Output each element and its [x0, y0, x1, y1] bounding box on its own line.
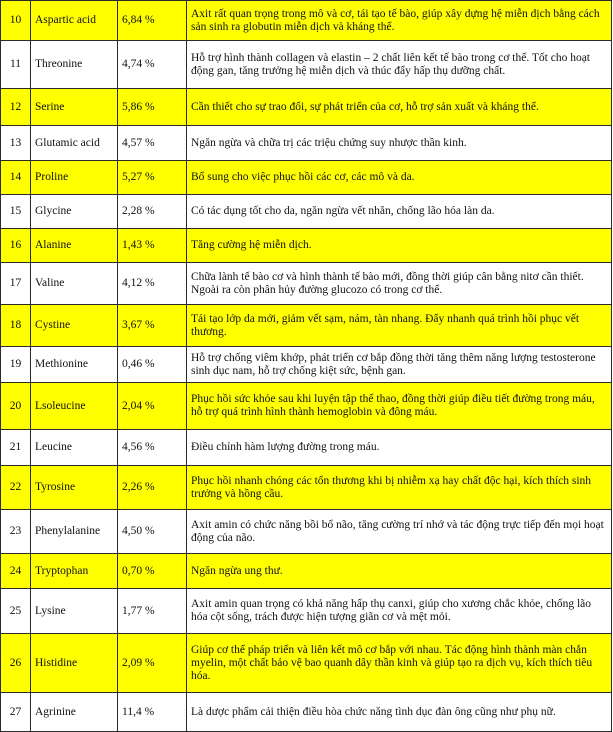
- row-number: 10: [1, 1, 31, 41]
- amino-acid-name: Valine: [31, 263, 118, 305]
- table-row: [1, 41, 612, 89]
- percentage: 2,09 %: [118, 634, 187, 693]
- percentage: 1,77 %: [118, 589, 187, 634]
- row-number: 21: [1, 430, 31, 466]
- percentage: 5,86 %: [118, 89, 187, 126]
- description: Hỗ trợ hình thành collagen và elastin – 2 chất liên kết tế bào trong cơ thể. Tốt cho hoạt động gan, tăng trưởng hệ miễn dịch và thúc đẩy hấp thụ dưỡng chất.: [187, 41, 612, 89]
- row-number: 25: [1, 589, 31, 634]
- table-row: [1, 693, 612, 732]
- row-number: 12: [1, 89, 31, 126]
- row-number: 23: [1, 510, 31, 554]
- table-row: [1, 510, 612, 554]
- amino-acid-name: Leucine: [31, 430, 118, 466]
- amino-acid-name: Tryptophan: [31, 554, 118, 589]
- table-row: [1, 430, 612, 466]
- description: Là dược phẩm cải thiện điều hòa chức năng tình dục đàn ông cũng như phụ nữ.: [187, 693, 612, 732]
- amino-acid-name: Tyrosine: [31, 466, 118, 510]
- percentage: 5,27 %: [118, 161, 187, 195]
- description: Giúp cơ thể pháp triển và liên kết mô cơ bắp với nhau. Tác động hình thành màn chắn myelin, một chất bảo vệ bao quanh dây thần kinh và giúp tạo ra dịch vụ, kích thích tiêu hóa.: [187, 634, 612, 693]
- percentage: 2,04 %: [118, 383, 187, 430]
- percentage: 0,70 %: [118, 554, 187, 589]
- table-row: [1, 589, 612, 634]
- amino-acid-name: Agrinine: [31, 693, 118, 732]
- row-number: 14: [1, 161, 31, 195]
- description: Tái tạo lớp da mới, giảm vết sạm, nám, tàn nhang. Đẩy nhanh quá trình hồi phục vết thương.: [187, 305, 612, 347]
- description: Phục hồi sức khỏe sau khi luyện tập thể thao, đồng thời giúp điều tiết đường trong máu, hỗ trợ quá trình hình thành hemoglobin và đông máu.: [187, 383, 612, 430]
- description: Bổ sung cho việc phục hồi các cơ, các mô và da.: [187, 161, 612, 195]
- table-row: [1, 634, 612, 693]
- description: Ngăn ngừa và chữa trị các triệu chứng suy nhược thần kinh.: [187, 126, 612, 161]
- description: Hỗ trợ chống viêm khớp, phát triển cơ bắp đồng thời tăng thêm năng lượng testosterone sinh dục nam, hỗ trợ chống kiệt sức, bệnh gan.: [187, 347, 612, 383]
- row-number: 19: [1, 347, 31, 383]
- table-row: [1, 347, 612, 383]
- percentage: 11,4 %: [118, 693, 187, 732]
- percentage: 4,57 %: [118, 126, 187, 161]
- row-number: 27: [1, 693, 31, 732]
- description: Có tác dụng tốt cho da, ngăn ngừa vết nhăn, chống lão hóa làn da.: [187, 195, 612, 229]
- row-number: 24: [1, 554, 31, 589]
- row-number: 18: [1, 305, 31, 347]
- amino-acid-name: Lsoleucine: [31, 383, 118, 430]
- description: Cần thiết cho sự trao đổi, sự phát triển của cơ, hỗ trợ sản xuất và kháng thể.: [187, 89, 612, 126]
- table-row: [1, 161, 612, 195]
- description: Chữa lành tế bào cơ và hình thành tế bào mới, đồng thời giúp cân bằng nitơ cần thiết. Ngoài ra còn phân hủy đường glucozo có trong cơ thể.: [187, 263, 612, 305]
- percentage: 4,50 %: [118, 510, 187, 554]
- percentage: 0,46 %: [118, 347, 187, 383]
- table-row: [1, 466, 612, 510]
- table-row: [1, 383, 612, 430]
- amino-acid-name: Methionine: [31, 347, 118, 383]
- table-row: [1, 195, 612, 229]
- amino-acid-name: Lysine: [31, 589, 118, 634]
- amino-acid-name: Aspartic acid: [31, 1, 118, 41]
- percentage: 2,26 %: [118, 466, 187, 510]
- description: Axit amin có chức năng bồi bổ não, tăng cường trí nhớ và tác động trực tiếp đến mọi hoạt động của não.: [187, 510, 612, 554]
- row-number: 13: [1, 126, 31, 161]
- percentage: 4,74 %: [118, 41, 187, 89]
- description: Phục hồi nhanh chóng các tổn thương khi bị nhiễm xạ hay chất độc hại, kích thích sinh trưởng và hồng cầu.: [187, 466, 612, 510]
- table-row: [1, 554, 612, 589]
- description: Ngăn ngừa ung thư.: [187, 554, 612, 589]
- percentage: 1,43 %: [118, 229, 187, 263]
- description: Axit rất quan trọng trong mô và cơ, tái tạo tế bào, giúp xây dựng hệ miễn dịch bằng cách sản sinh ra globutin miễn dịch và kháng thể.: [187, 1, 612, 41]
- amino-acid-name: Threonine: [31, 41, 118, 89]
- table-row: [1, 126, 612, 161]
- amino-acid-name: Glycine: [31, 195, 118, 229]
- description: Điều chỉnh hàm lượng đường trong máu.: [187, 430, 612, 466]
- amino-acid-name: Phenylalanine: [31, 510, 118, 554]
- row-number: 20: [1, 383, 31, 430]
- percentage: 2,28 %: [118, 195, 187, 229]
- table-row: [1, 1, 612, 41]
- row-number: 11: [1, 41, 31, 89]
- table-row: [1, 89, 612, 126]
- row-number: 22: [1, 466, 31, 510]
- percentage: 4,56 %: [118, 430, 187, 466]
- amino-acid-name: Serine: [31, 89, 118, 126]
- description: Axit amin quan trọng có khả năng hấp thụ canxi, giúp cho xương chắc khỏe, chống lão hóa cột sống, trách được hiện tượng giãn cơ và mệt mỏi.: [187, 589, 612, 634]
- row-number: 26: [1, 634, 31, 693]
- percentage: 6,84 %: [118, 1, 187, 41]
- amino-acid-name: Cystine: [31, 305, 118, 347]
- row-number: 15: [1, 195, 31, 229]
- table-row: [1, 229, 612, 263]
- amino-acid-name: Proline: [31, 161, 118, 195]
- table-row: [1, 305, 612, 347]
- table-row: [1, 263, 612, 305]
- amino-acid-name: Histidine: [31, 634, 118, 693]
- percentage: 3,67 %: [118, 305, 187, 347]
- row-number: 16: [1, 229, 31, 263]
- percentage: 4,12 %: [118, 263, 187, 305]
- amino-acid-name: Alanine: [31, 229, 118, 263]
- row-number: 17: [1, 263, 31, 305]
- description: Tăng cường hệ miễn dịch.: [187, 229, 612, 263]
- amino-acid-name: Glutamic acid: [31, 126, 118, 161]
